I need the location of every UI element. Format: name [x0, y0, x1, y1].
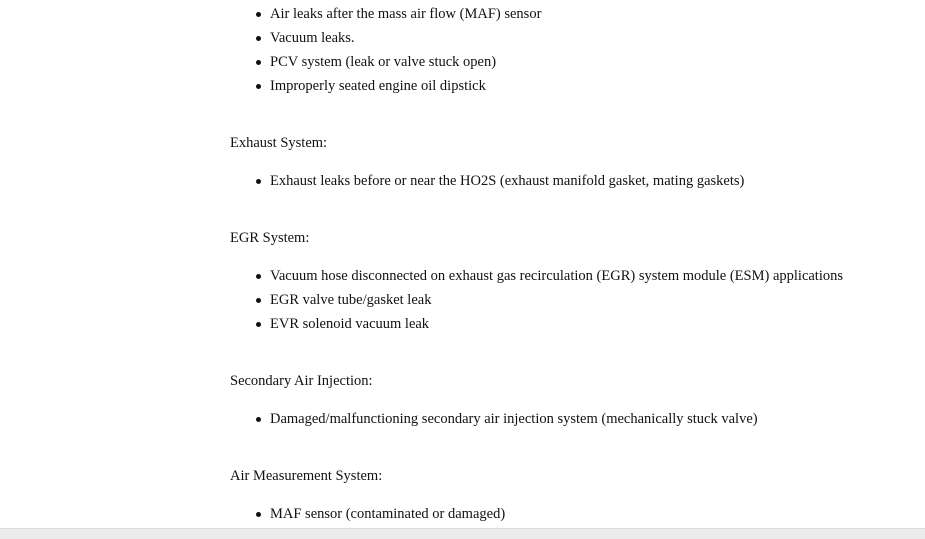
section-heading-air-measurement: Air Measurement System: — [230, 468, 383, 484]
section-heading-exhaust: Exhaust System: — [230, 135, 328, 151]
list-item: PCV system (leak or valve stuck open) — [0, 53, 541, 77]
horizontal-scrollbar[interactable] — [0, 528, 925, 539]
bullet-icon — [256, 60, 261, 65]
air-measurement-list — [0, 505, 505, 529]
list-item: Improperly seated engine oil dipstick — [0, 77, 541, 101]
list-item: Vacuum hose disconnected on exhaust gas recirculation (EGR) system module (ESM) applications — [0, 267, 843, 291]
bullet-icon — [256, 36, 261, 41]
bullet-icon — [256, 274, 261, 279]
section-heading-secondary-air: Secondary Air Injection: — [230, 373, 373, 389]
list-item: Damaged/malfunctioning secondary air injection system (mechanically stuck valve) — [0, 410, 758, 434]
section-heading-egr: EGR System: — [230, 230, 310, 246]
list-item: EVR solenoid vacuum leak — [0, 315, 843, 339]
bullet-icon — [256, 512, 261, 517]
egr-list — [0, 267, 843, 339]
secondary-air-list — [0, 410, 758, 434]
list-item: EGR valve tube/gasket leak — [0, 291, 843, 315]
bullet-icon — [256, 298, 261, 303]
list-item: Vacuum leaks. — [0, 29, 541, 53]
bullet-icon — [256, 417, 261, 422]
bullet-icon — [256, 12, 261, 17]
bullet-icon — [256, 84, 261, 89]
bullet-icon — [256, 322, 261, 327]
exhaust-list — [0, 172, 744, 196]
list-item: Exhaust leaks before or near the HO2S (exhaust manifold gasket, mating gaskets) — [0, 172, 744, 196]
intake-leaks-list — [0, 5, 541, 101]
bullet-icon — [256, 179, 261, 184]
list-item: MAF sensor (contaminated or damaged) — [0, 505, 505, 529]
list-item: Air leaks after the mass air flow (MAF) sensor — [0, 5, 541, 29]
